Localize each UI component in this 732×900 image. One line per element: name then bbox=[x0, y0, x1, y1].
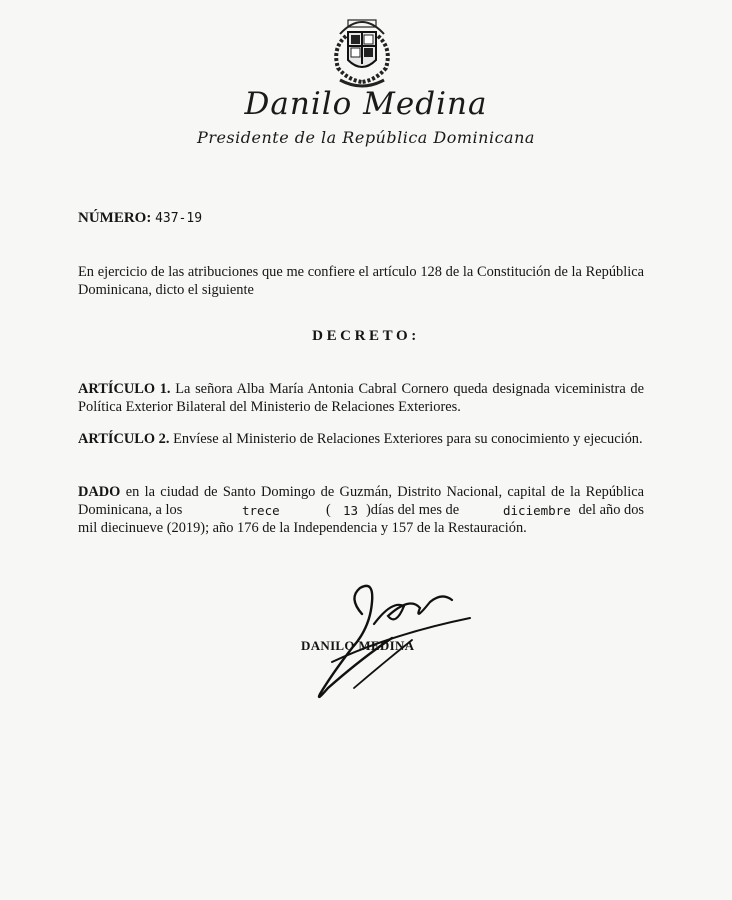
decree-number bbox=[78, 210, 202, 227]
article-2-label: ARTÍCULO 2. bbox=[78, 431, 170, 447]
letterhead-title: Presidente de la República Dominicana bbox=[197, 128, 535, 147]
article-1-line-2: Política Exterior Bilateral del Ministerio de Relaciones Exteriores. bbox=[78, 399, 461, 415]
decree-number-label: NÚMERO: bbox=[78, 210, 152, 226]
article-2 bbox=[78, 430, 644, 448]
day-in-words: trece bbox=[242, 503, 280, 518]
signer-printed-name: DANILO MEDINA bbox=[301, 638, 415, 653]
article-1 bbox=[78, 380, 644, 416]
article-2-text: Envíese al Ministerio de Relaciones Exteriores para su conocimiento y ejecución. bbox=[173, 431, 643, 447]
article-1-line-1: La señora Alba María Antonia Cabral Cornero queda designada viceministra de bbox=[175, 381, 644, 397]
dado-label: DADO bbox=[78, 484, 121, 500]
decree-number-value: 437-19 bbox=[155, 211, 203, 226]
intro-line-1: En ejercicio de las atribuciones que me confiere el artículo 128 de la Constitución de la República bbox=[78, 264, 644, 280]
dado-paragraph bbox=[78, 483, 644, 537]
dado-line-3: mil diecinueve (2019); año 176 de la Independencia y 157 de la Restauración. bbox=[78, 520, 527, 536]
intro-line-2: Dominicana, dicto el siguiente bbox=[78, 282, 254, 298]
dado-line-1: en la ciudad de Santo Domingo de Guzmán, Distrito Nacional, capital de la República bbox=[125, 484, 644, 500]
dado-line-2: Dominicana, a los trece ( 13 )días del mes de diciembre del año dos bbox=[78, 502, 644, 518]
day-number: 13 bbox=[343, 503, 359, 518]
handwritten-signature bbox=[292, 578, 482, 708]
article-1-label: ARTÍCULO 1. bbox=[78, 381, 171, 397]
decree-heading: DECRETO: bbox=[312, 328, 420, 344]
month-name: diciembre bbox=[503, 503, 571, 518]
coat-of-arms-seal bbox=[320, 6, 404, 94]
intro-paragraph bbox=[78, 263, 644, 299]
letterhead-name: Danilo Medina bbox=[244, 86, 488, 122]
